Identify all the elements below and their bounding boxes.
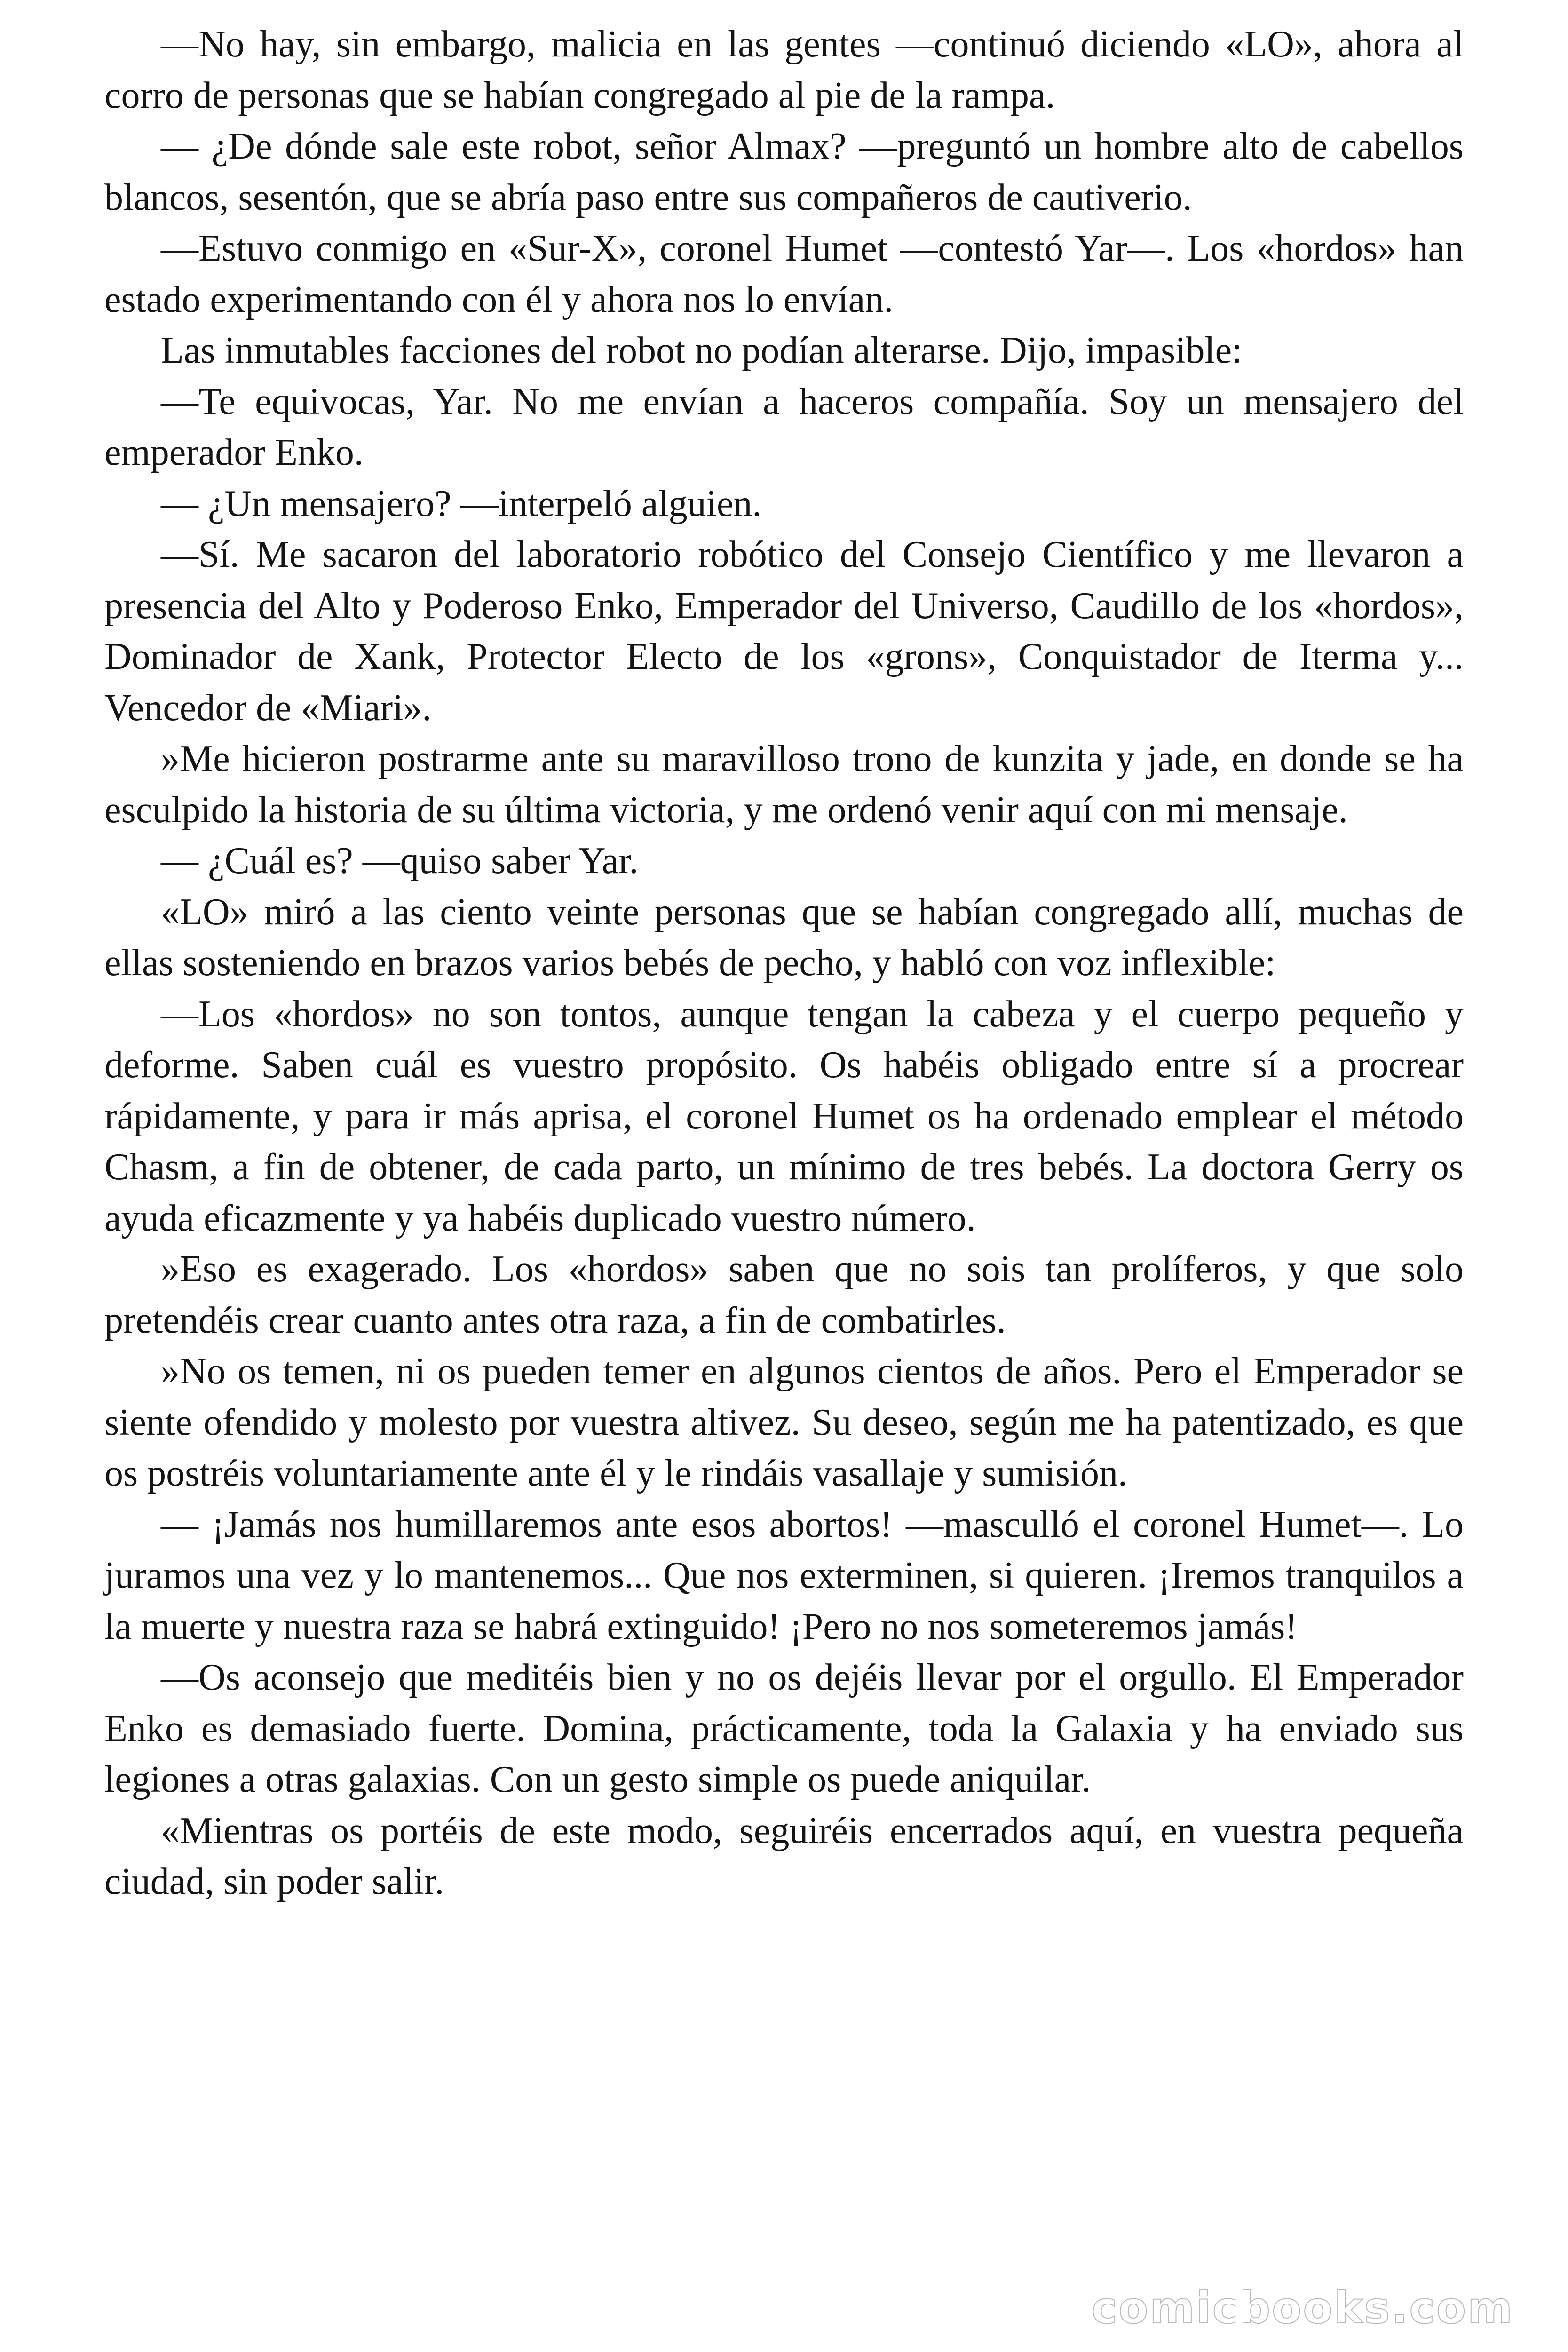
paragraph: »Eso es exagerado. Los «hordos» saben que no sois tan prolíferos, y que solo pretendéis crear cuanto antes otra raza, a fin de combatirles. (104, 1248, 1464, 1341)
paragraph: —Te equivocas, Yar. No me envían a haceros compañía. Soy un mensajero del emperador Enko. (104, 381, 1464, 473)
paragraph: — ¡Jamás nos humillaremos ante esos abortos! —masculló el coronel Humet—. Lo juramos una vez y lo mantenemos... Que nos exterminen, si quieren. ¡Iremos tranquilos a la muerte y nuestra raza se habrá extinguido! ¡Pero no nos someteremos jamás! (104, 1503, 1464, 1647)
paragraph: —No hay, sin embargo, malicia en las gentes —continuó diciendo «LO», ahora al corro de personas que se habían congregado al pie de la rampa. (104, 24, 1464, 116)
paragraph: — ¿Un mensajero? —interpeló alguien. (161, 483, 762, 524)
paragraph: — ¿Cuál es? —quiso saber Yar. (161, 840, 639, 882)
paragraph: —Os aconsejo que meditéis bien y no os dejéis llevar por el orgullo. El Emperador Enko es demasiado fuerte. Domina, prácticamente, toda la Galaxia y ha enviado sus legiones a otras galaxias. Con un gesto simple os puede aniquilar. (104, 1657, 1464, 1800)
paragraph: —Sí. Me sacaron del laboratorio robótico del Consejo Científico y me llevaron a presencia del Alto y Poderoso Enko, Emperador del Universo, Caudillo de los «hordos», Dominador de Xank, Protector Electo de los «grons», Conquistador de Iterma y... Vencedor de «Miari». (104, 534, 1464, 729)
paragraph: «Mientras os portéis de este modo, seguiréis encerrados aquí, en vuestra pequeña ciudad, sin poder salir. (104, 1810, 1464, 1902)
paragraph: »No os temen, ni os pueden temer en algunos cientos de años. Pero el Emperador se siente ofendido y molesto por vuestra altivez. Su deseo, según me ha patentizado, es que os postréis voluntariamente ante él y le rindáis vasallaje y sumisión. (104, 1351, 1464, 1494)
text-column (104, 19, 1464, 1907)
paragraph: —Los «hordos» no son tontos, aunque tengan la cabeza y el cuerpo pequeño y deforme. Saben cuál es vuestro propósito. Os habéis obligado entre sí a procrear rápidamente, y para ir más aprisa, el coronel Humet os ha ordenado emplear el método Chasm, a fin de obtener, de cada parto, un mínimo de tres bebés. La doctora Gerry os ayuda eficazmente y ya habéis duplicado vuestro número. (104, 993, 1464, 1239)
paragraph: Las inmutables facciones del robot no podían alterarse. Dijo, impasible: (161, 330, 1243, 371)
paragraph: — ¿De dónde sale este robot, señor Almax? —preguntó un hombre alto de cabellos blancos, sesentón, que se abría paso entre sus compañeros de cautiverio. (104, 126, 1464, 218)
paragraph: —Estuvo conmigo en «Sur-X», coronel Humet —contestó Yar—. Los «hordos» han estado experimentando con él y ahora nos lo envían. (104, 228, 1464, 320)
paragraph: «LO» miró a las ciento veinte personas que se habían congregado allí, muchas de ellas sosteniendo en brazos varios bebés de pecho, y habló con voz inflexible: (104, 891, 1464, 984)
paragraph: »Me hicieron postrarme ante su maravilloso trono de kunzita y jade, en donde se ha esculpido la historia de su última victoria, y me ordenó venir aquí con mi mensaje. (104, 738, 1464, 831)
watermark: comicbooks.com (1091, 2283, 1514, 2333)
